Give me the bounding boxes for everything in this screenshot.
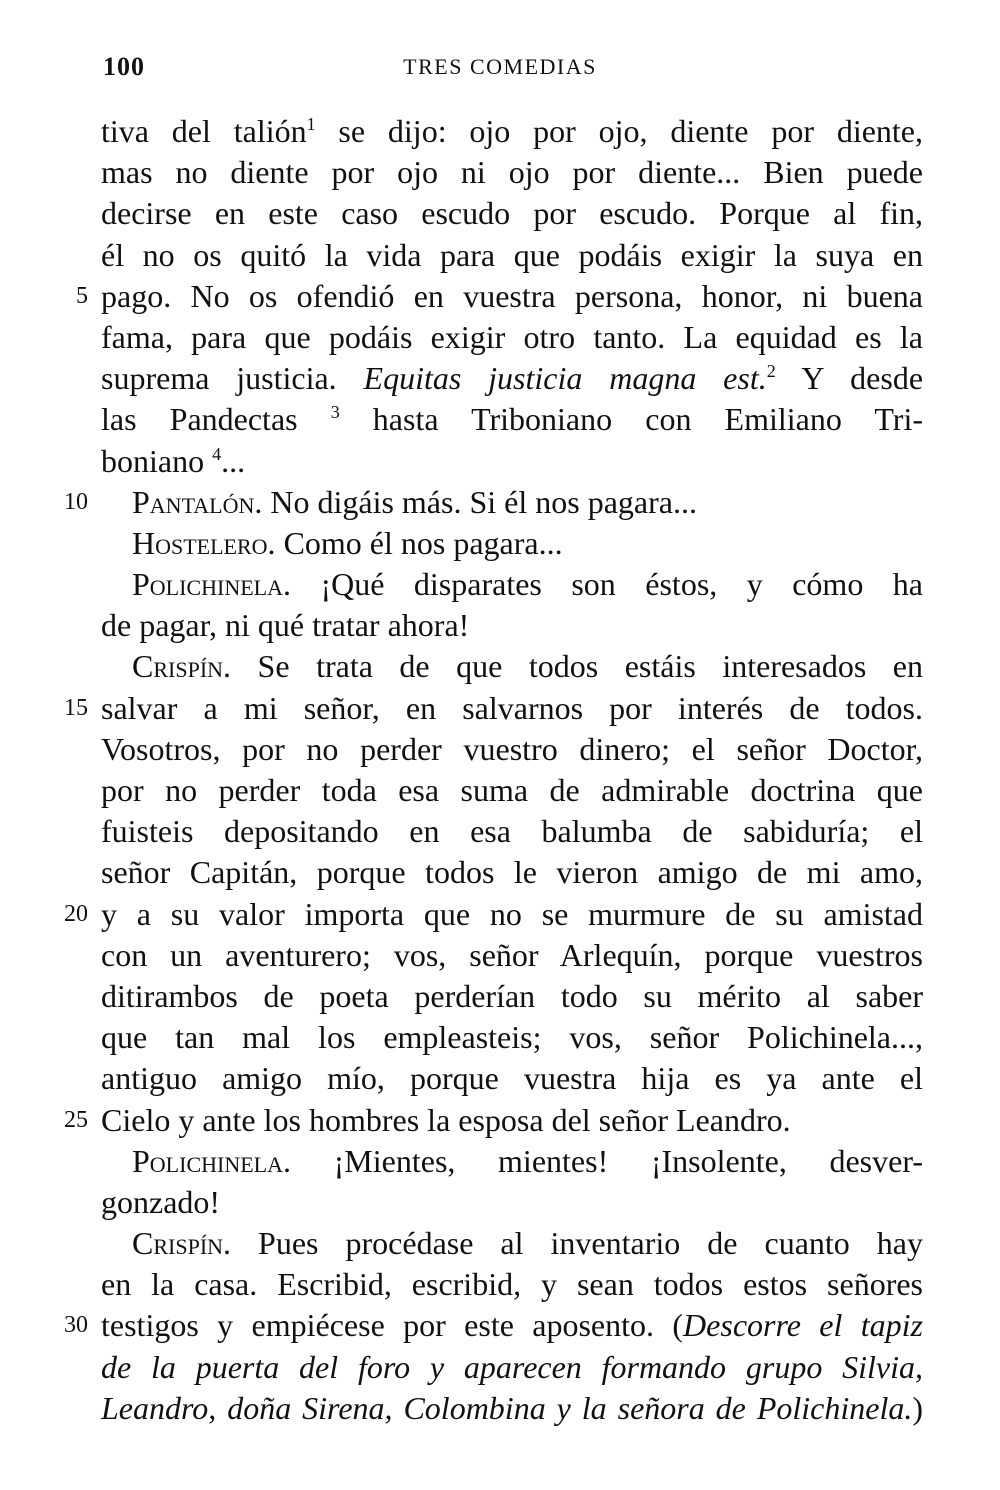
text-segment: Cielo y ante los hombres la esposa del señor Leandro. [101, 1101, 791, 1138]
text-line [0, 1388, 1000, 1429]
text-line [0, 935, 1000, 976]
text-segment: ditirambos de poeta perderían todo su mérito al saber [101, 977, 923, 1014]
text-line [0, 235, 1000, 276]
text-line [0, 441, 1000, 482]
text-segment: Se trata de que todos estáis interesados en [231, 648, 923, 685]
text-line [0, 729, 1000, 770]
text-segment: por no perder toda esa suma de admirable doctrina que [101, 772, 923, 808]
text-segment: No digáis más. Si él nos pagara... [262, 483, 697, 520]
text-segment: fuisteis depositando en esa balumba de sabiduría; el [101, 813, 923, 850]
speaker-name: Crispín. [132, 1225, 232, 1262]
text-line [0, 646, 1000, 687]
page-number: 100 [103, 52, 145, 81]
line-number: 5 [76, 282, 88, 309]
line-text [101, 441, 923, 482]
line-text [101, 1264, 923, 1305]
footnote-ref: 4 [212, 443, 222, 464]
text-line [0, 276, 1000, 317]
text-line [0, 976, 1000, 1017]
line-text [132, 564, 923, 605]
line-number: 30 [64, 1312, 88, 1339]
speaker-name: Crispín. [132, 648, 232, 685]
line-text [101, 1100, 923, 1141]
text-line [0, 1141, 1000, 1182]
text-segment: señor Capitán, porque todos le vieron amigo de mi amo, [101, 854, 923, 891]
text-segment: y a su valor importa que no se murmure de su amistad [101, 895, 923, 932]
text-line [0, 605, 1000, 646]
text-line [0, 152, 1000, 193]
text-line [0, 317, 1000, 358]
line-text [101, 358, 923, 399]
text-segment: ... [221, 442, 246, 479]
line-text [101, 729, 923, 770]
line-text [101, 111, 923, 152]
line-text [101, 1058, 923, 1099]
italic-text: Equitas justicia magna est. [363, 360, 767, 397]
line-text [101, 1305, 923, 1346]
text-segment: ¡Qué disparates son éstos, y cómo ha [291, 566, 923, 603]
line-text [101, 976, 923, 1017]
text-line [0, 111, 1000, 152]
line-text [101, 688, 923, 729]
text-segment: él no os quitó la vida para que podáis exigir la suya en [101, 236, 923, 273]
text-segment: fama, para que podáis exigir otro tanto. La equidad es la [101, 318, 923, 355]
text-line [0, 399, 1000, 440]
line-text [101, 152, 923, 193]
text-line [0, 564, 1000, 605]
italic-text: Leandro, doña Sirena, Colombina y la señora de Polichinela. [101, 1389, 913, 1426]
line-number: 15 [64, 694, 88, 721]
footnote-ref: 1 [306, 114, 316, 134]
text-line [0, 1100, 1000, 1141]
speaker-name: Hostelero. [132, 524, 276, 561]
text-segment: con un aventurero; vos, señor Arlequín, porque vuestros [101, 936, 923, 973]
speaker-name: Polichinela. [132, 566, 291, 603]
text-line [0, 1058, 1000, 1099]
text-line [0, 1017, 1000, 1058]
line-text [101, 276, 923, 317]
text-line [0, 852, 1000, 893]
italic-text: de la puerta del foro y aparecen formando grupo Silvia, [101, 1348, 923, 1385]
line-number: 10 [64, 488, 88, 515]
line-text [101, 605, 923, 646]
line-text [132, 523, 923, 564]
text-segment: Como él nos pagara... [275, 524, 563, 561]
text-line [0, 358, 1000, 399]
line-text [101, 811, 923, 852]
text-line [0, 523, 1000, 564]
line-text [101, 235, 923, 276]
text-segment: suprema justicia. [101, 360, 364, 397]
line-text [101, 193, 923, 234]
line-text [101, 1017, 923, 1058]
text-segment: en la casa. Escribid, escribid, y sean todos estos señores [101, 1266, 923, 1303]
line-text [132, 482, 923, 523]
text-segment: boniano [101, 442, 213, 479]
text-line [0, 482, 1000, 523]
text-segment: Pues procédase al inventario de cuanto hay [231, 1225, 923, 1262]
footnote-ref: 2 [766, 361, 776, 382]
text-segment: Y desde [775, 360, 924, 397]
text-segment: decirse en este caso escudo por escudo. Porque al fin, [101, 195, 923, 232]
speaker-name: Polichinela. [132, 1142, 291, 1179]
line-text [101, 1182, 923, 1223]
text-segment: las Pandectas [101, 401, 331, 438]
line-number: 20 [64, 900, 88, 927]
text-line [0, 1223, 1000, 1264]
italic-text: Descorre el tapiz [683, 1307, 923, 1344]
text-line [0, 894, 1000, 935]
text-segment: ¡Mientes, mientes! ¡Insolente, desver- [291, 1142, 923, 1179]
line-text [101, 1347, 923, 1388]
text-segment: hasta Triboniano con Emiliano Tri- [339, 401, 924, 438]
line-text [101, 399, 923, 440]
line-text [101, 317, 923, 358]
text-segment: testigos y empiécese por este aposento. ( [101, 1307, 684, 1344]
text-line [0, 1264, 1000, 1305]
text-segment: gonzado! [101, 1183, 221, 1220]
line-text [101, 770, 923, 811]
footnote-ref: 3 [330, 402, 340, 423]
line-text [132, 1141, 923, 1182]
text-segment: salvar a mi señor, en salvarnos por interés de todos. [101, 689, 923, 726]
line-text [101, 1388, 923, 1429]
text-line [0, 1347, 1000, 1388]
text-segment: antiguo amigo mío, porque vuestra hija es ya ante el [101, 1060, 923, 1097]
running-header [0, 52, 1000, 88]
text-line [0, 770, 1000, 811]
line-text [101, 894, 923, 935]
text-segment: tiva del talión [101, 113, 307, 149]
line-text [132, 1223, 923, 1264]
line-text [132, 646, 923, 687]
text-line [0, 1305, 1000, 1346]
body-text [0, 111, 1000, 1429]
text-line [0, 1182, 1000, 1223]
line-number: 25 [64, 1106, 88, 1133]
text-segment: Vosotros, por no perder vuestro dinero; el señor Doctor, [101, 730, 923, 767]
text-segment: de pagar, ni qué tratar ahora! [101, 607, 470, 644]
text-line [0, 193, 1000, 234]
line-text [101, 852, 923, 893]
line-text [101, 935, 923, 976]
text-line [0, 811, 1000, 852]
text-segment: que tan mal los empleasteis; vos, señor Polichinela..., [101, 1019, 923, 1056]
text-segment: mas no diente por ojo ni ojo por diente... Bien puede [101, 154, 923, 191]
speaker-name: Pantalón. [132, 483, 263, 520]
text-line [0, 688, 1000, 729]
text-segment: se dijo: ojo por ojo, diente por diente, [315, 113, 924, 149]
running-title: TRES COMEDIAS [403, 54, 597, 79]
text-segment: pago. No os ofendió en vuestra persona, honor, ni buena [101, 277, 923, 314]
text-segment: ) [912, 1389, 923, 1426]
